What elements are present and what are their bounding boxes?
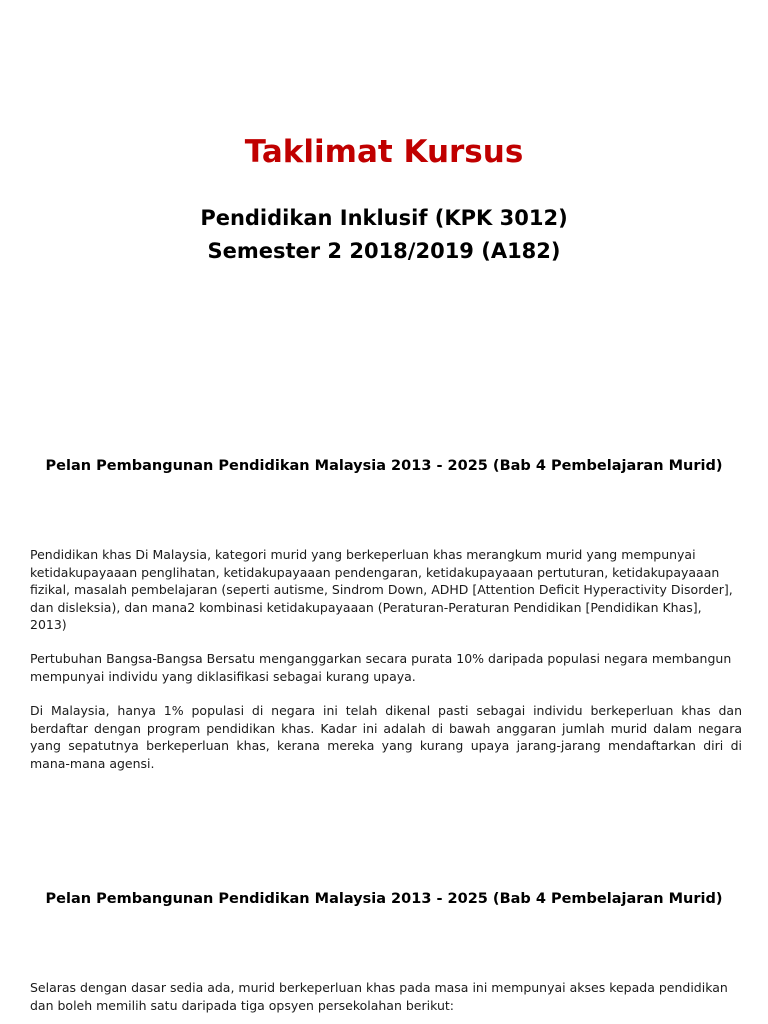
paragraph-malaysia-statistics: Di Malaysia, hanya 1% populasi di negara ini telah dikenal pasti sebagai individu berkeperluan khas dan berdaftar dengan program pendidikan khas. Kadar ini adalah di bawah anggaran jumlah murid dalam negara yang sepatutnya berkeperluan khas, kerana mereka yang kurang upaya jarang-jarang mendaftarkan diri di mana-mana agensi.: [30, 703, 742, 771]
document-title: Taklimat Kursus: [244, 134, 524, 170]
section-heading: Pelan Pembangunan Pendidikan Malaysia 2013 - 2025 (Bab 4 Pembelajaran Murid): [45, 458, 723, 474]
paragraph-special-education-categories: Pendidikan khas Di Malaysia, kategori murid yang berkeperluan khas merangkum murid yang mempunyai ketidakupayaaan penglihatan, ketidakupayaaan pendengaran, ketidakupayaaan pertuturan, ketidakupayaaan fizikal, masalah pembelajaran (seperti autisme, Sindrom Down, ADHD [Attention Deficit Hyperactivity Disorder], dan disleksia), dan mana2 kombinasi ketidakupayaaan (Peraturan-Peraturan Pendidikan [Pendidikan Khas], 2013): [30, 547, 733, 632]
paragraph-un-estimate: Pertubuhan Bangsa-Bangsa Bersatu menganggarkan secara purata 10% daripada populasi negara membangun mempunyai individu yang diklasifikasi sebagai kurang upaya.: [30, 651, 732, 684]
paragraph-schooling-options: Selaras dengan dasar sedia ada, murid berkeperluan khas pada masa ini mempunyai akses kepada pendidikan dan boleh memilih satu daripada tiga opsyen persekolahan berikut:: [30, 980, 728, 1013]
section-heading: Pelan Pembangunan Pendidikan Malaysia 2013 - 2025 (Bab 4 Pembelajaran Murid): [45, 891, 723, 907]
course-name: Pendidikan Inklusif (KPK 3012): [200, 206, 568, 230]
semester-label: Semester 2 2018/2019 (A182): [207, 239, 561, 263]
